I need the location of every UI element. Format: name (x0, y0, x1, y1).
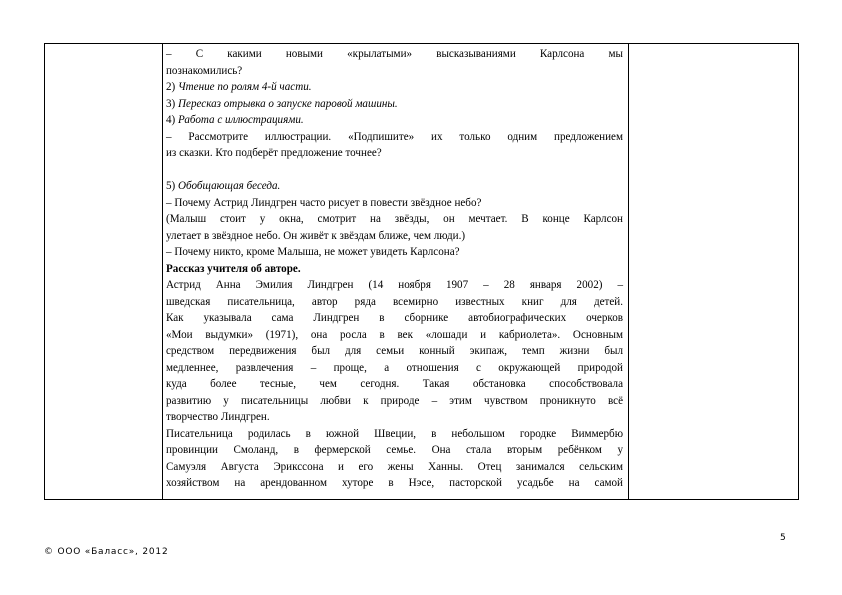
list-item-title: Чтение по ролям 4-й части. (178, 81, 312, 93)
text-line: средством передвижения был для семьи конный экипаж, темп жизни был (166, 345, 623, 357)
text-line: – С какими новыми «крылатыми» высказываниями Карлсона мы (166, 48, 623, 60)
list-number: 2) (166, 81, 179, 93)
list-number: 5) (166, 180, 179, 192)
lesson-table (44, 43, 799, 500)
text-line: Самуэля Августа Эрикссона и его жены Ханны. Отец занимался сельским (166, 460, 623, 473)
text-line: творчество Линдгрен. (166, 411, 270, 423)
list-item-title: Пересказ отрывка о запуске паровой машины. (178, 97, 398, 110)
list-number: 4) (166, 114, 179, 126)
text-line: шведская писательница, автор ряда всемирно известных книг для детей. (166, 295, 623, 308)
text-line: «Мои выдумки» (1971), она росла в век «лошади и кабриолета». Основным (166, 328, 623, 341)
text-line: куда более тесные, чем сегодня. Такая обстановка способствовала (166, 378, 623, 390)
list-item-5 (166, 178, 623, 195)
text-line: Писательница родилась в южной Швеции, в небольшом городке Виммербю (166, 427, 623, 440)
lesson-content-cell (166, 46, 623, 492)
text-line: провинции Смоланд, в фермерской семье. Она стала вторым ребёнком у (166, 444, 623, 456)
section-heading: Рассказ учителя об авторе. (166, 262, 301, 275)
text-line: из сказки. Кто подберёт предложение точнее? (166, 147, 382, 159)
column-divider-right (628, 44, 629, 499)
text-line: Как указывала сама Линдгрен в сборнике автобиографических очерков (166, 312, 623, 324)
list-item-title: Работа с иллюстрациями. (178, 114, 304, 126)
text-line: – Почему Астрид Линдгрен часто рисует в повести звёздное небо? (166, 196, 482, 209)
text-line: улетает в звёздное небо. Он живёт к звёздам ближе, чем люди.) (166, 229, 466, 242)
text-line: – Рассмотрите иллюстрации. «Подпишите» их только одним предложением (166, 130, 623, 143)
paragraph-gap (166, 162, 623, 179)
list-item-title: Обобщающая беседа. (178, 180, 281, 192)
page-number: 5 (780, 533, 786, 543)
text-line: хозяйством на арендованном хуторе в Нэсе, пасторской усадьбе на самой (166, 477, 623, 489)
column-divider-left (162, 44, 163, 499)
text-line: познакомились? (166, 64, 243, 77)
text-line: медленнее, развлечения – проще, а отношения с окружающей природой (166, 361, 623, 374)
text-line: Астрид Анна Эмилия Линдгрен (14 ноября 1907 – 28 января 2002) – (166, 279, 623, 291)
copyright-footer: © ООО «Баласс», 2012 (44, 547, 169, 557)
list-item-2 (166, 79, 623, 96)
list-number: 3) (166, 97, 179, 110)
text-line: развитию у писательницы любви к природе – этим чувством проникнуто всё (166, 394, 623, 407)
text-line: (Малыш стоит у окна, смотрит на звёзды, он мечтает. В конце Карлсон (166, 213, 623, 225)
text-line: – Почему никто, кроме Малыша, не может увидеть Карлсона? (166, 246, 460, 258)
list-item-3 (166, 96, 623, 113)
list-item-4 (166, 112, 623, 129)
